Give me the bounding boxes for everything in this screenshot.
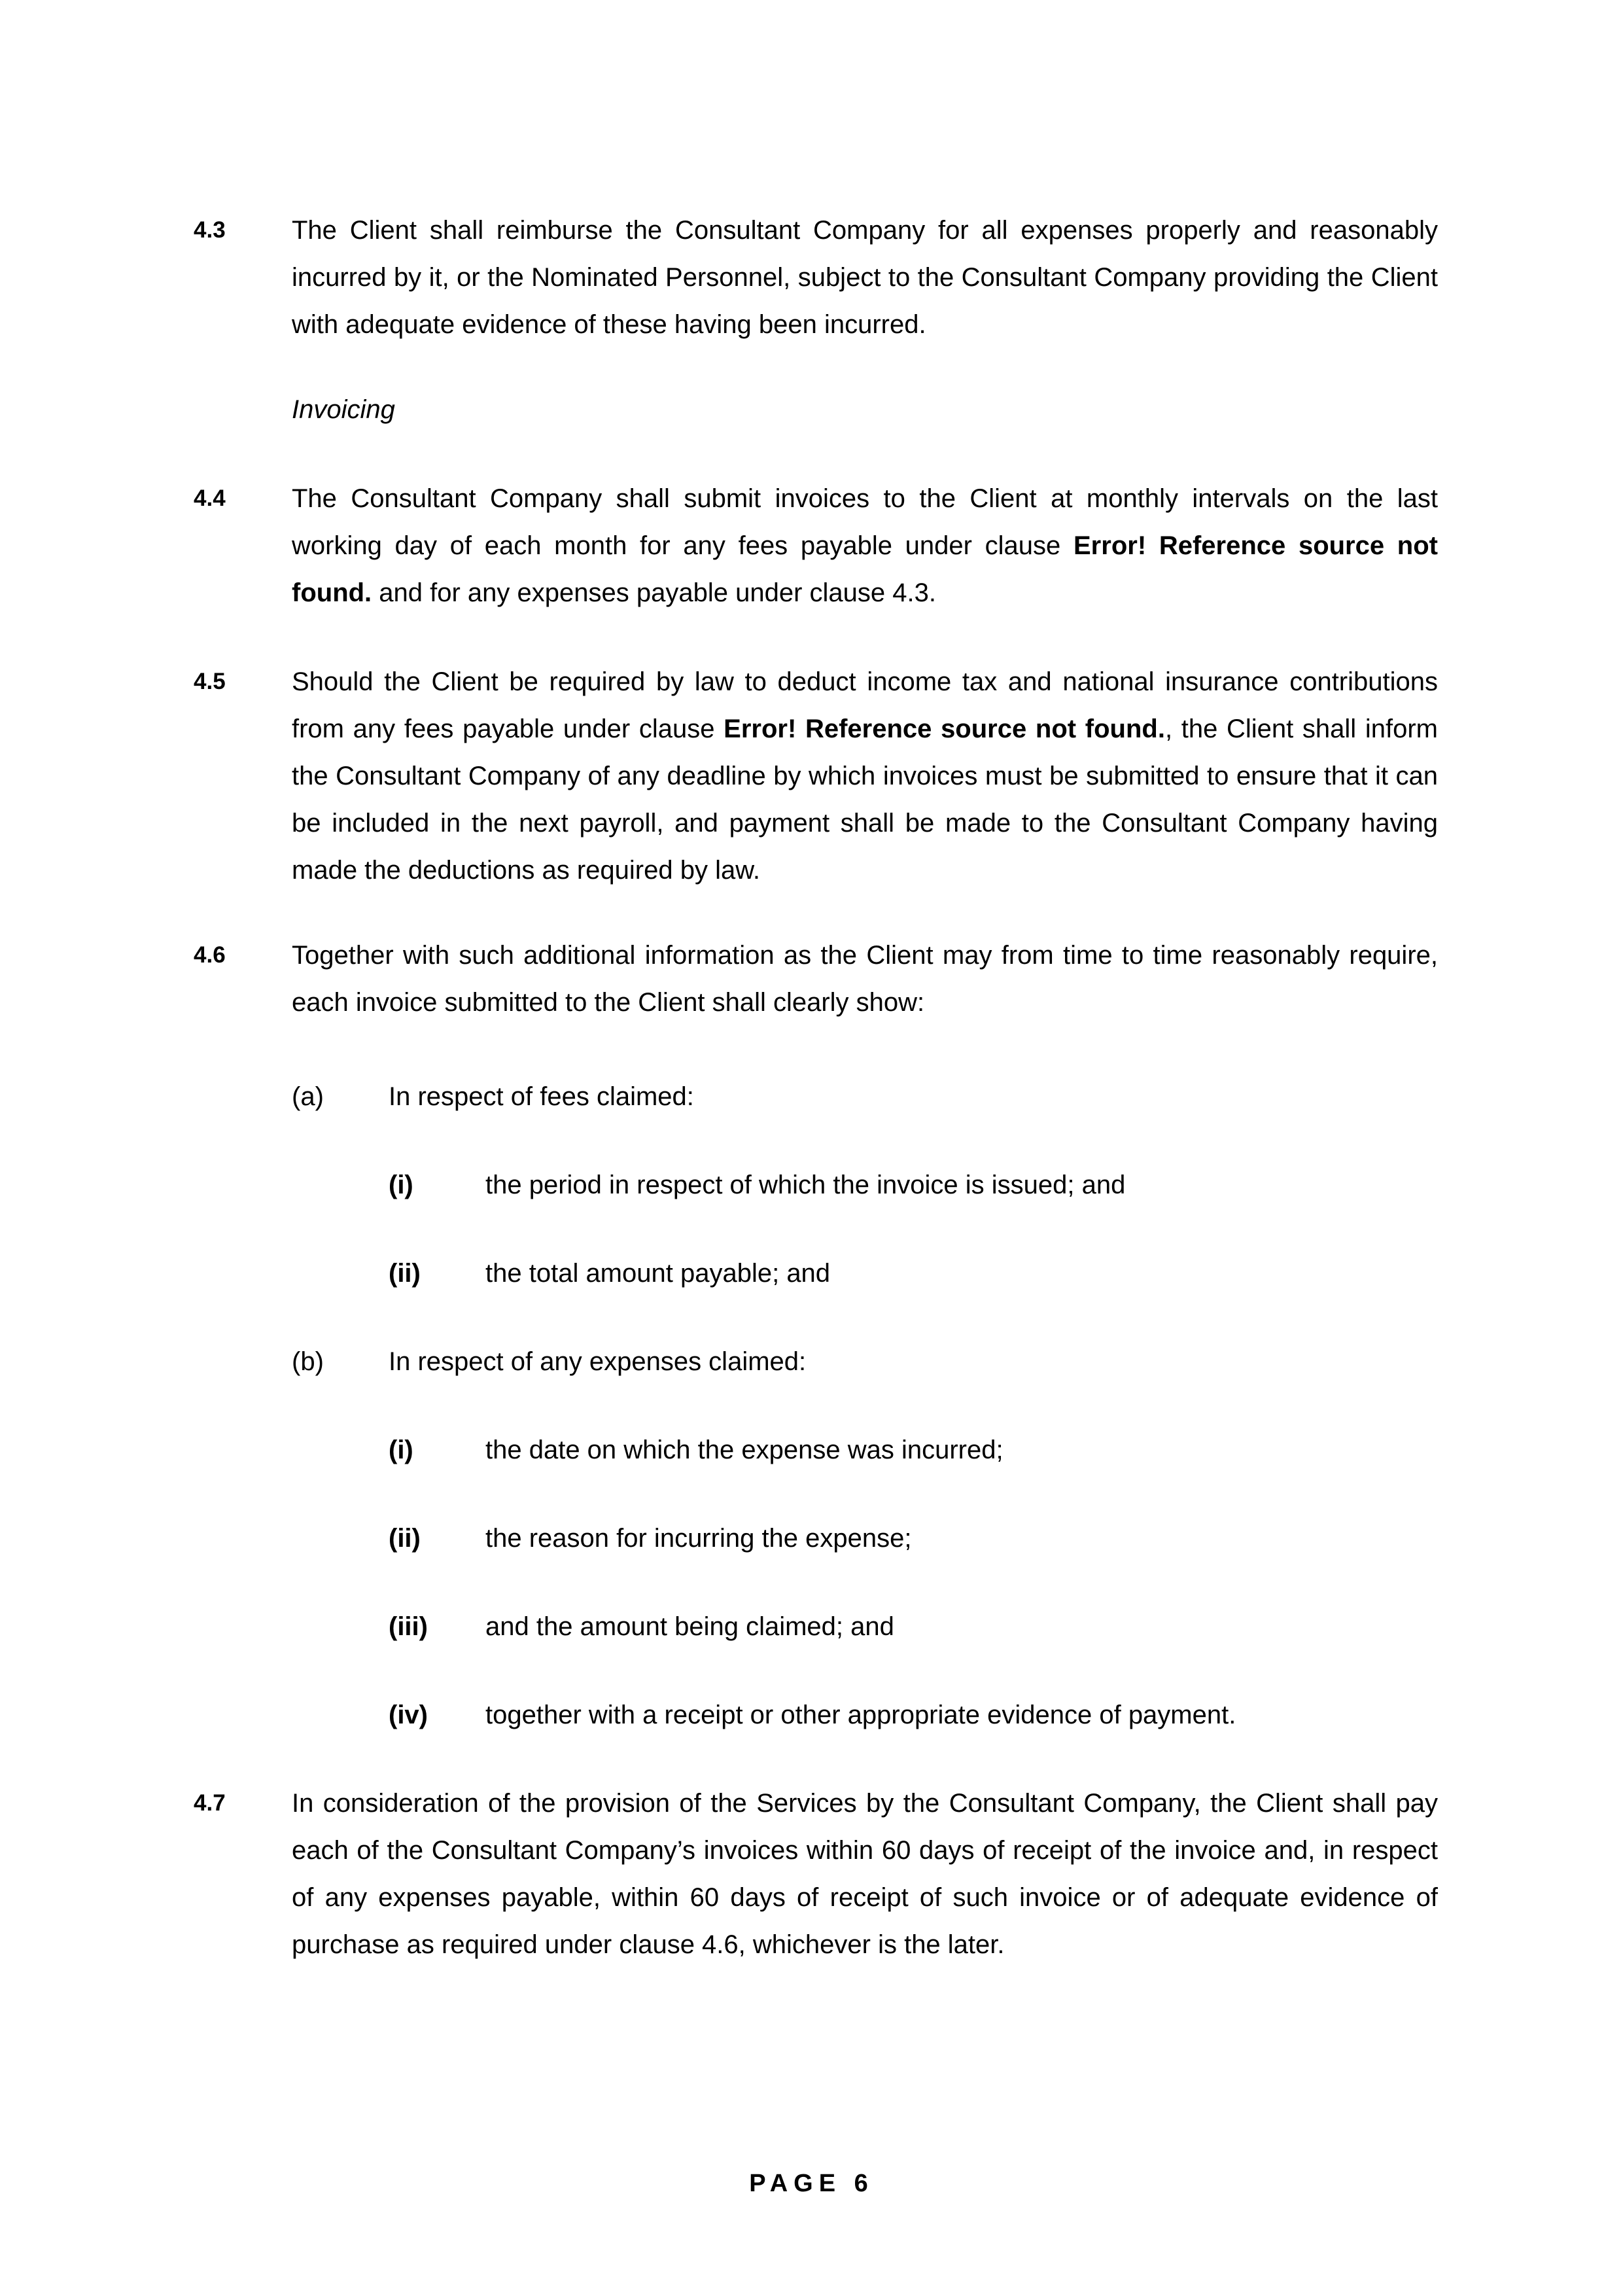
reference-error: Error! Reference source not found.	[724, 715, 1165, 743]
item-label: (ii)	[389, 1524, 421, 1553]
item-text: the total amount payable; and	[485, 1259, 831, 1288]
clause-text-before: The Consultant Company shall submit invoices to the Client at monthly intervals on the last working day of each month for any fees payable under clause	[292, 484, 1438, 560]
item-label: (iii)	[389, 1612, 428, 1641]
item-text: the reason for incurring the expense;	[485, 1524, 912, 1553]
clause-text-after: , the Client shall inform the Consultant Company of any deadline by which invoices must be submitted to ensure that it can be included in the next payroll, and payment shall be made to the Consultant Company having made the deductions as required by law.	[292, 715, 1438, 885]
clause-text: In consideration of the provision of the Services by the Consultant Company, the Client shall pay each of the Consultant Company’s invoices within 60 days of receipt of the invoice and, in respect of any expenses payable, within 60 days of receipt of such invoice or of adequate evidence of purchase as required under clause 4.6, whichever is the later.	[292, 1789, 1438, 1959]
item-label: (ii)	[389, 1259, 421, 1288]
item-label: (iv)	[389, 1701, 428, 1729]
reference-error: Error! Reference source not found.	[292, 531, 1438, 607]
sub-clause-text-b: In respect of any expenses claimed:	[389, 1347, 807, 1376]
clause-number: 4.4	[194, 486, 226, 511]
item-label: (i)	[389, 1171, 413, 1199]
item-text: the period in respect of which the invoice is issued; and	[485, 1171, 1126, 1199]
clause-number: 4.7	[194, 1790, 226, 1816]
clause-text	[292, 658, 1438, 894]
section-heading-invoicing: Invoicing	[292, 395, 395, 424]
item-text: and the amount being claimed; and	[485, 1612, 894, 1641]
clause-text-before: Should the Client be required by law to deduct income tax and national insurance contributions from any fees payable under clause	[292, 667, 1438, 743]
sub-clause-text-a: In respect of fees claimed:	[389, 1082, 694, 1111]
sub-clause-label-a: (a)	[292, 1082, 324, 1111]
item-label: (i)	[389, 1436, 413, 1464]
clause-text	[292, 475, 1438, 616]
item-text: the date on which the expense was incurred;	[485, 1436, 1003, 1464]
clause-number: 4.3	[194, 217, 226, 243]
clause-number: 4.6	[194, 942, 226, 968]
item-text: together with a receipt or other appropriate evidence of payment.	[485, 1701, 1236, 1729]
clause-text: Together with such additional information as the Client may from time to time reasonably require, each invoice submitted to the Client shall clearly show:	[292, 941, 1438, 1017]
clause-text-after: and for any expenses payable under clause 4.3.	[372, 578, 936, 607]
clause-text: The Client shall reimburse the Consultant Company for all expenses properly and reasonably incurred by it, or the Nominated Personnel, subject to the Consultant Company providing the Client with adequate evidence of these having been incurred.	[292, 216, 1438, 339]
page-number-footer: PAGE 6	[749, 2170, 874, 2197]
sub-clause-label-b: (b)	[292, 1347, 324, 1376]
clause-number: 4.5	[194, 669, 226, 694]
